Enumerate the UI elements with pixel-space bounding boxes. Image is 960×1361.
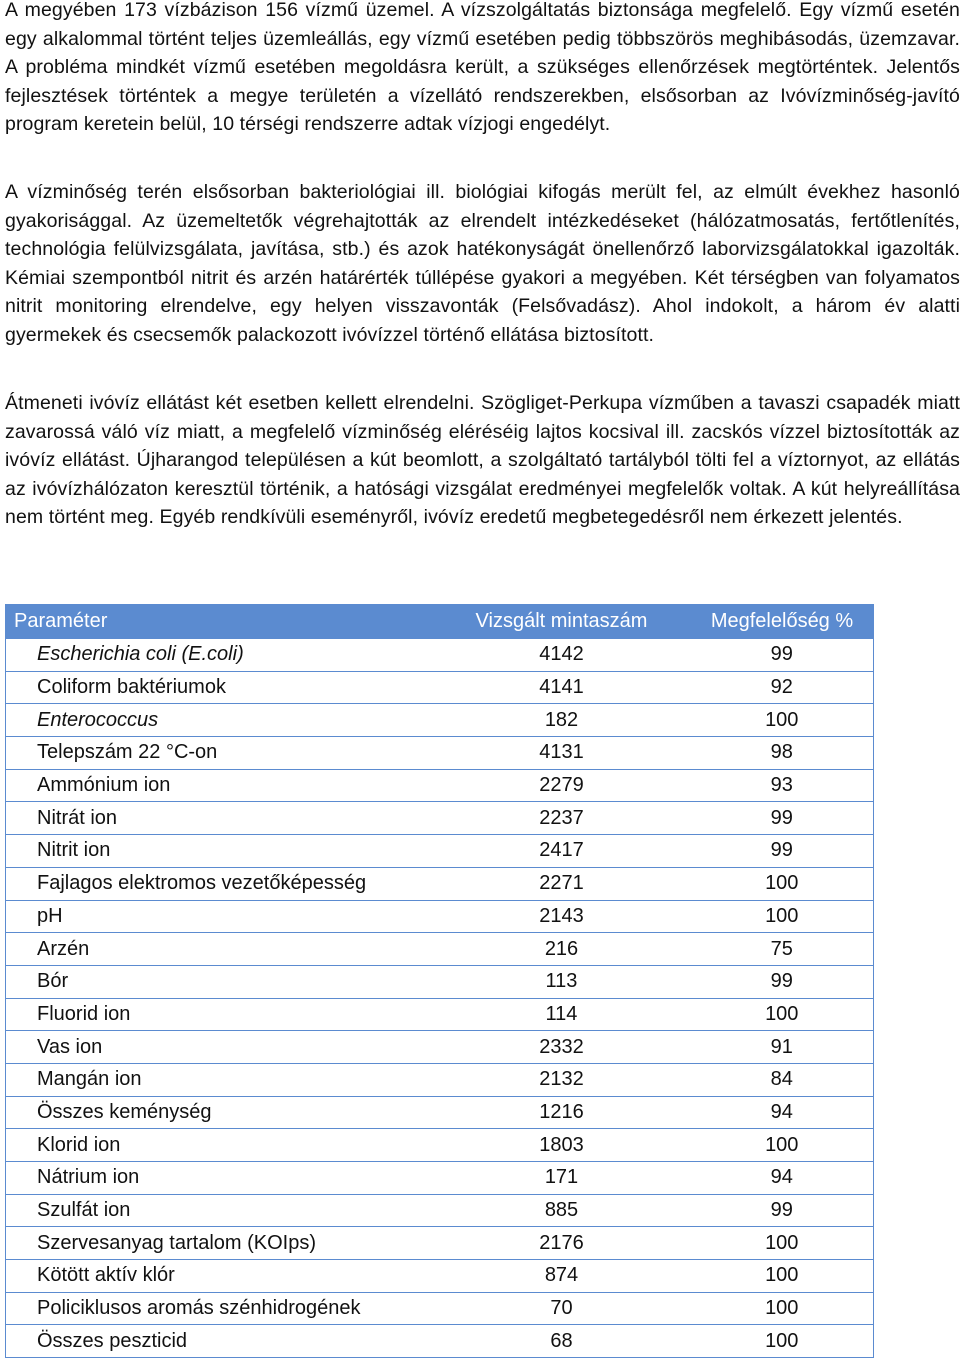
cell-sample-count: 4131 [433, 737, 691, 770]
table-row [6, 802, 874, 835]
cell-compliance-percent: 99 [691, 802, 874, 835]
cell-sample-count: 68 [433, 1325, 691, 1358]
table-row [6, 1162, 874, 1195]
cell-parameter: Nitrit ion [6, 835, 433, 868]
cell-sample-count: 2332 [433, 1031, 691, 1064]
cell-compliance-percent: 94 [691, 1096, 874, 1129]
cell-sample-count: 2132 [433, 1063, 691, 1096]
cell-parameter: Arzén [6, 933, 433, 966]
table-row [6, 933, 874, 966]
cell-sample-count: 70 [433, 1292, 691, 1325]
header-compliance-percent: Megfelelőség % [691, 605, 874, 639]
cell-compliance-percent: 100 [691, 900, 874, 933]
cell-parameter: Policiklusos aromás szénhidrogének [6, 1292, 433, 1325]
table-body [6, 639, 874, 1358]
cell-compliance-percent: 91 [691, 1031, 874, 1064]
cell-parameter: Nátrium ion [6, 1162, 433, 1195]
cell-compliance-percent: 94 [691, 1162, 874, 1195]
cell-parameter: Kötött aktív klór [6, 1260, 433, 1293]
header-parameter: Paraméter [6, 605, 433, 639]
cell-sample-count: 171 [433, 1162, 691, 1195]
cell-compliance-percent: 98 [691, 737, 874, 770]
cell-sample-count: 885 [433, 1194, 691, 1227]
cell-sample-count: 2143 [433, 900, 691, 933]
cell-sample-count: 1216 [433, 1096, 691, 1129]
cell-compliance-percent: 100 [691, 1227, 874, 1260]
cell-parameter: Klorid ion [6, 1129, 433, 1162]
cell-compliance-percent: 99 [691, 639, 874, 672]
table-row [6, 1063, 874, 1096]
cell-compliance-percent: 93 [691, 769, 874, 802]
cell-sample-count: 1803 [433, 1129, 691, 1162]
paragraph-water-quality: A vízminőség terén elsősorban bakteriológiai ill. biológiai kifogás merült fel, az elmúlt évekhez hasonló gyakorisággal. Az üzemeltetők végrehajtották az elrendelt intézkedéseket (hálózatmosatás, fertőtlenítés, technológia felülvizsgálata, javítása, stb.) és azok hatékonyságát önellenőrző laborvizsgálatokkal igazolták. Kémiai szempontból nitrit és arzén határérték túllépése gyakori a megyében. Két térségben van folyamatos nitrit monitoring elrendelve, egy helyen visszavonták (Felsővadász). Ahol indokolt, a három év alatti gyermekek és csecsemők palackozott ivóvízzel történő ellátása biztosított. [5, 181, 960, 346]
cell-parameter: Fluorid ion [6, 998, 433, 1031]
water-quality-table [5, 604, 874, 1358]
cell-compliance-percent: 100 [691, 1129, 874, 1162]
cell-compliance-percent: 99 [691, 1194, 874, 1227]
cell-sample-count: 4141 [433, 671, 691, 704]
cell-parameter: pH [6, 900, 433, 933]
cell-parameter: Szervesanyag tartalom (KOIps) [6, 1227, 433, 1260]
table-row [6, 900, 874, 933]
cell-parameter: Enterococcus [6, 704, 433, 737]
cell-compliance-percent: 100 [691, 998, 874, 1031]
cell-parameter: Mangán ion [6, 1063, 433, 1096]
cell-parameter: Vas ion [6, 1031, 433, 1064]
cell-parameter: Telepszám 22 °C-on [6, 737, 433, 770]
cell-compliance-percent: 100 [691, 704, 874, 737]
cell-compliance-percent: 100 [691, 1260, 874, 1293]
cell-compliance-percent: 84 [691, 1063, 874, 1096]
cell-parameter: Összes peszticid [6, 1325, 433, 1358]
table-row [6, 998, 874, 1031]
cell-compliance-percent: 75 [691, 933, 874, 966]
cell-sample-count: 4142 [433, 639, 691, 672]
cell-parameter: Fajlagos elektromos vezetőképesség [6, 867, 433, 900]
table-row [6, 867, 874, 900]
cell-sample-count: 216 [433, 933, 691, 966]
table-row [6, 1292, 874, 1325]
cell-compliance-percent: 100 [691, 1325, 874, 1358]
table-header-row [6, 605, 874, 639]
cell-compliance-percent: 92 [691, 671, 874, 704]
table-row [6, 737, 874, 770]
cell-sample-count: 2417 [433, 835, 691, 868]
cell-parameter: Escherichia coli (E.coli) [6, 639, 433, 672]
table-row [6, 1129, 874, 1162]
cell-parameter: Összes keménység [6, 1096, 433, 1129]
paragraph-water-supply: A megyében 173 vízbázison 156 vízmű üzemel. A vízszolgáltatás biztonsága megfelelő. Egy vízmű esetén egy alkalommal történt teljes üzemleállás, egy vízmű esetében pedig többszörös meghibásodás, üzemzavar. A probléma mindkét vízmű esetében megoldásra került, a szükséges ellenőrzések megtörténtek. Jelentős fejlesztések történtek a megye területén a vízellátó rendszerekben, elsősorban az Ivóvízminőség-javító program keretein belül, 10 térségi rendszerre adtak vízjogi engedélyt. [5, 0, 960, 135]
cell-sample-count: 2279 [433, 769, 691, 802]
cell-sample-count: 2176 [433, 1227, 691, 1260]
table-row [6, 769, 874, 802]
cell-parameter: Bór [6, 965, 433, 998]
table-row [6, 1096, 874, 1129]
cell-compliance-percent: 100 [691, 1292, 874, 1325]
cell-sample-count: 2237 [433, 802, 691, 835]
cell-sample-count: 2271 [433, 867, 691, 900]
table-row [6, 1194, 874, 1227]
header-sample-count: Vizsgált mintaszám [433, 605, 691, 639]
cell-compliance-percent: 100 [691, 867, 874, 900]
cell-sample-count: 874 [433, 1260, 691, 1293]
table-row [6, 639, 874, 672]
table-row [6, 1325, 874, 1358]
cell-sample-count: 182 [433, 704, 691, 737]
cell-compliance-percent: 99 [691, 835, 874, 868]
cell-compliance-percent: 99 [691, 965, 874, 998]
paragraph-temporary-supply: Átmeneti ivóvíz ellátást két esetben kellett elrendelni. Szögliget-Perkupa vízműben a tavaszi csapadék miatt zavarossá váló víz miatt, a megfelelő vízminőség eléréséig lajtos kocsival ill. zacskós vízzel biztosították az ivóvíz ellátást. Újharangod településen a kút beomlott, a szolgáltató tartályból tölti fel a víztornyot, az ellátás az ivóvízhálózaton keresztül történik, a hatósági vizsgálat eredményei megfelelők voltak. A kút helyreállítása nem történt meg. Egyéb rendkívüli eseményről, ivóvíz eredetű megbetegedésről nem érkezett jelentés. [5, 392, 960, 528]
table-row [6, 835, 874, 868]
table-row [6, 965, 874, 998]
table-row [6, 1031, 874, 1064]
cell-parameter: Szulfát ion [6, 1194, 433, 1227]
table-row [6, 1227, 874, 1260]
cell-parameter: Nitrát ion [6, 802, 433, 835]
table-row [6, 704, 874, 737]
table-row [6, 671, 874, 704]
cell-parameter: Coliform baktériumok [6, 671, 433, 704]
cell-parameter: Ammónium ion [6, 769, 433, 802]
table-row [6, 1260, 874, 1293]
cell-sample-count: 114 [433, 998, 691, 1031]
cell-sample-count: 113 [433, 965, 691, 998]
